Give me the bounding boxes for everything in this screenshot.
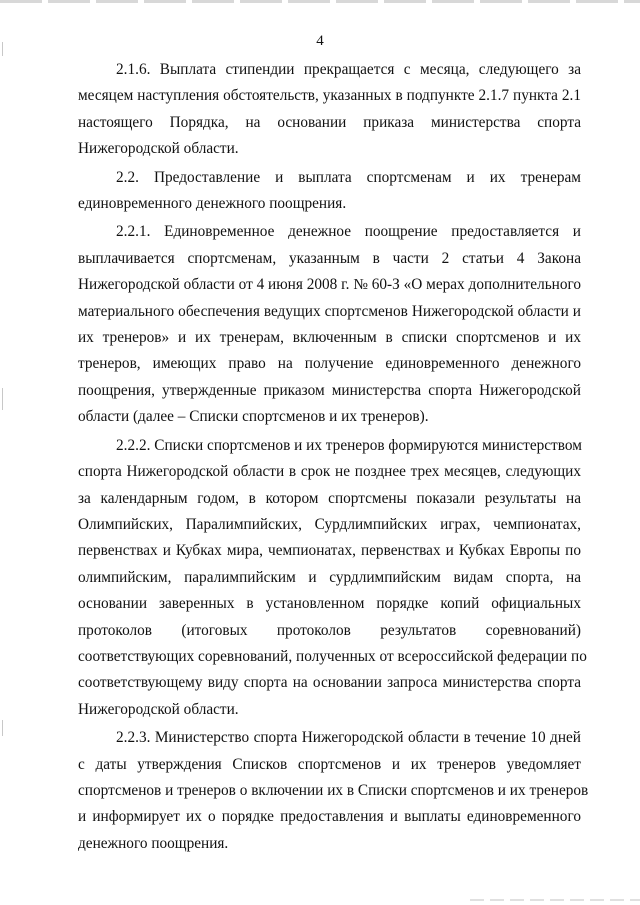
text-line: 2.2.3. Министерство спорта Нижегородской области в течение 10 дней [116, 729, 581, 747]
text-line: поощрения, утвержденные приказом министерства спорта Нижегородской [78, 381, 581, 399]
text-line: 2.2.1. Единовременное денежное поощрение предоставляется и [116, 223, 581, 241]
text-line: настоящего Порядка, на основании приказа министерства спорта [78, 113, 581, 131]
text-line: спорта Нижегородской области в срок не позднее трех месяцев, следующих [78, 463, 581, 481]
paragraph-clause-2-2 [78, 165, 581, 218]
text-line: олимпийским, паралимпийским и сурдлимпийским видам спорта, на [78, 568, 581, 586]
text-line: материального обеспечения ведущих спортсменов Нижегородской области и [78, 302, 581, 320]
text-line: первенствах и Кубках мира, чемпионатах, первенствах и Кубках Европы по [78, 542, 581, 560]
scan-edge-top [0, 0, 640, 3]
text-line: 2.2. Предоставление и выплата спортсменам и их тренерам [116, 168, 581, 186]
text-line: единовременного денежного поощрения. [78, 195, 347, 213]
scan-margin-mark [2, 388, 3, 410]
paragraph-clause-2-2-1 [78, 219, 581, 430]
text-line: Нижегородской области. [78, 700, 239, 718]
text-line: спортсменов и тренеров о включении их в Списки спортсменов и их тренеров [78, 781, 589, 799]
text-line: соответствующему виду спорта на основании запроса министерства спорта [78, 674, 581, 692]
text-line: 2.1.6. Выплата стипендии прекращается с месяца, следующего за [116, 61, 581, 78]
text-line: выплачивается спортсменам, указанным в части 2 статьи 4 Закона [78, 249, 581, 267]
document-body [78, 57, 589, 859]
text-line: соответствующих соревнований, полученных от всероссийской федерации по [78, 647, 587, 665]
text-line: месяцем наступления обстоятельств, указанных в подпункте 2.1.7 пункта 2.1 [78, 87, 581, 105]
text-line: с даты утверждения Списков спортсменов и их тренеров уведомляет [78, 755, 581, 773]
text-line: основании заверенных в установленном порядке копий официальных [78, 595, 581, 613]
page-number: 4 [316, 33, 324, 49]
text-line: 2.2.2. Списки спортсменов и их тренеров формируются министерством [116, 436, 582, 454]
text-line: Нижегородской области от 4 июня 2008 г. № 60-З «О мерах дополнительного [78, 276, 582, 294]
paragraph-clause-2-2-3 [78, 725, 589, 857]
text-line: области (далее – Списки спортсменов и их тренеров). [78, 408, 429, 426]
scan-margin-mark [2, 720, 3, 736]
text-line: Нижегородской области. [78, 140, 239, 158]
scan-edge-bottom [470, 899, 640, 901]
text-line: тренеров, имеющих право на получение единовременного денежного [78, 355, 581, 373]
text-line: и информирует их о порядке предоставления и выплаты единовременного [78, 808, 581, 826]
paragraph-clause-2-2-2 [78, 433, 587, 723]
text-line: Олимпийских, Паралимпийских, Сурдлимпийских играх, чемпионатах, [78, 515, 581, 533]
text-line: денежного поощрения. [78, 834, 229, 852]
text-line: за календарным годом, в котором спортсмены показали результаты на [78, 489, 581, 507]
text-line: их тренеров» и их тренерам, включенным в списки спортсменов и их [78, 329, 581, 347]
paragraph-clause-2-1-6 [78, 57, 581, 163]
text-line: протоколов (итоговых протоколов результатов соревнований) [78, 621, 581, 639]
